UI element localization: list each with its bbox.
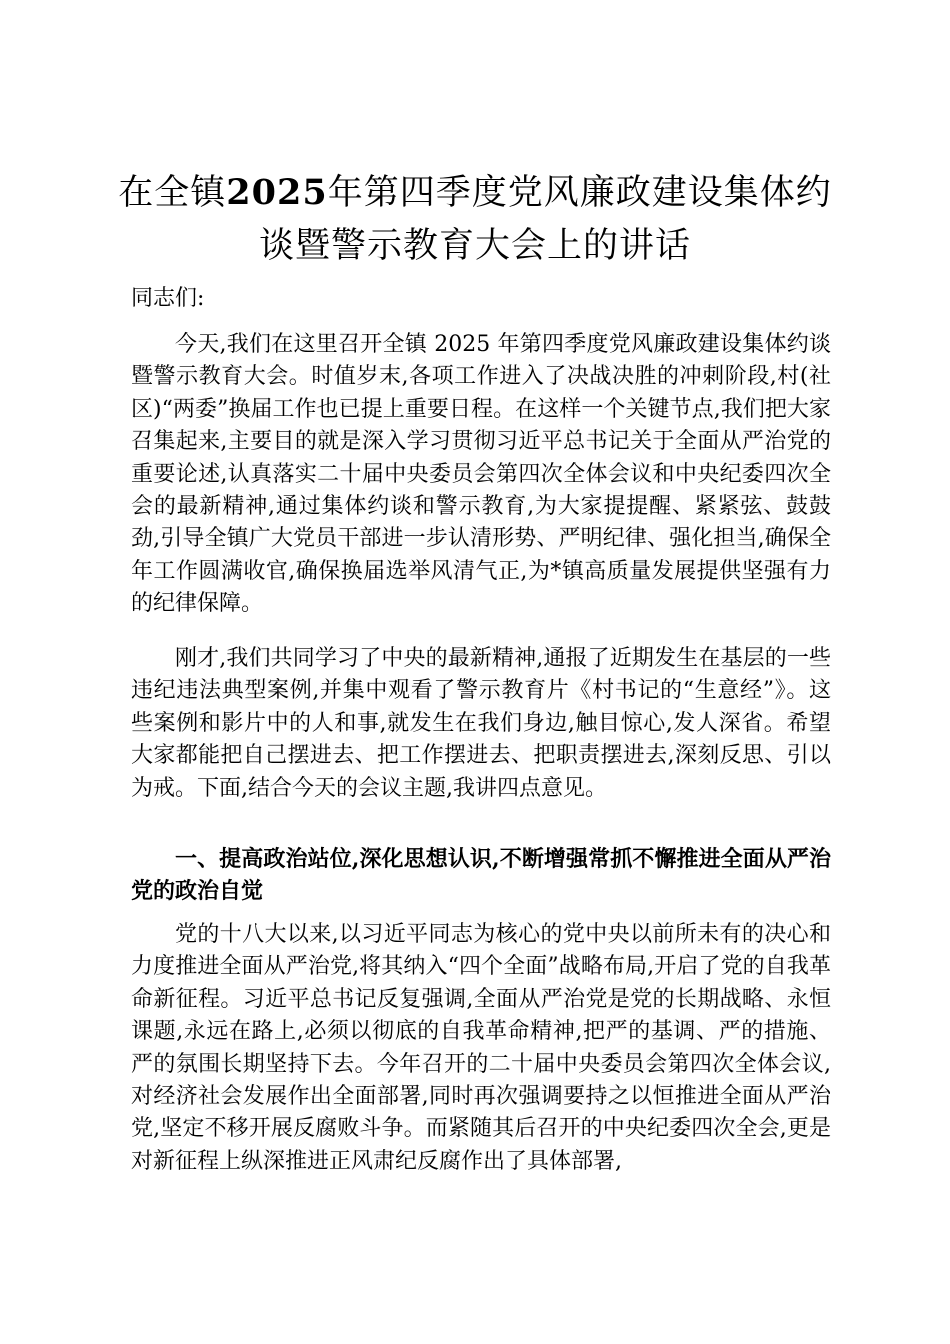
document-title [110, 166, 840, 273]
title-line1-prefix: 在全镇 [118, 173, 227, 213]
section-heading: 一、提高政治站位,深化思想认识,不断增强常抓不懈推进全面从严治党的政治自觉 [131, 846, 831, 905]
paragraph-intro: 今天,我们在这里召开全镇 2025 年第四季度党风廉政建设集体约谈暨警示教育大会。时值岁末,各项工作进入了决战决胜的冲刺阶段,村(社区)“两委”换届工作也已提上重要日程。在这样一个关键节点,我们把大家召集起来,主要目的就是深入学习贯彻习近平总书记关于全面从严治党的重要论述,认真落实二十届中央委员会第四次全体会议和中央纪委四次全会的最新精神,通过集体约谈和警示教育,为大家提提醒、紧紧弦、鼓鼓劲,引导全镇广大党员干部进一步认清形势、严明纪律、强化担当,确保全年工作圆满收官,确保换届选举风清气正,为*镇高质量发展提供坚强有力的纪律保障。 [131, 332, 831, 617]
title-line2: 谈暨警示教育大会上的讲话 [258, 226, 691, 266]
title-line1-suffix: 年第四季度党风廉政建设集体约 [327, 173, 832, 213]
section-paragraph: 党的十八大以来,以习近平同志为核心的党中央以前所未有的决心和力度推进全面从严治党,将其纳入“四个全面”战略布局,开启了党的自我革命新征程。习近平总书记反复强调,全面从严治党是党的长期战略、永恒课题,永远在路上,必须以彻底的自我革命精神,把严的基调、严的措施、严的氛围长期坚持下去。今年召开的二十届中央委员会第四次全体会议,对经济社会发展作出全面部署,同时再次强调要持之以恒推进全面从严治党,坚定不移开展反腐败斗争。而紧随其后召开的中央纪委四次全会,更是对新征程上纵深推进正风肃纪反腐作出了具体部署, [131, 922, 831, 1174]
title-year: 2025 [226, 172, 328, 213]
paragraph-review: 刚才,我们共同学习了中央的最新精神,通报了近期发生在基层的一些违纪违法典型案例,并集中观看了警示教育片《村书记的“生意经”》。这些案例和影片中的人和事,就发生在我们身边,触目惊心,发人深省。希望大家都能把自己摆进去、把工作摆进去、把职责摆进去,深刻反思、引以为戒。下面,结合今天的会议主题,我讲四点意见。 [131, 646, 831, 801]
salutation: 同志们: [131, 286, 205, 311]
